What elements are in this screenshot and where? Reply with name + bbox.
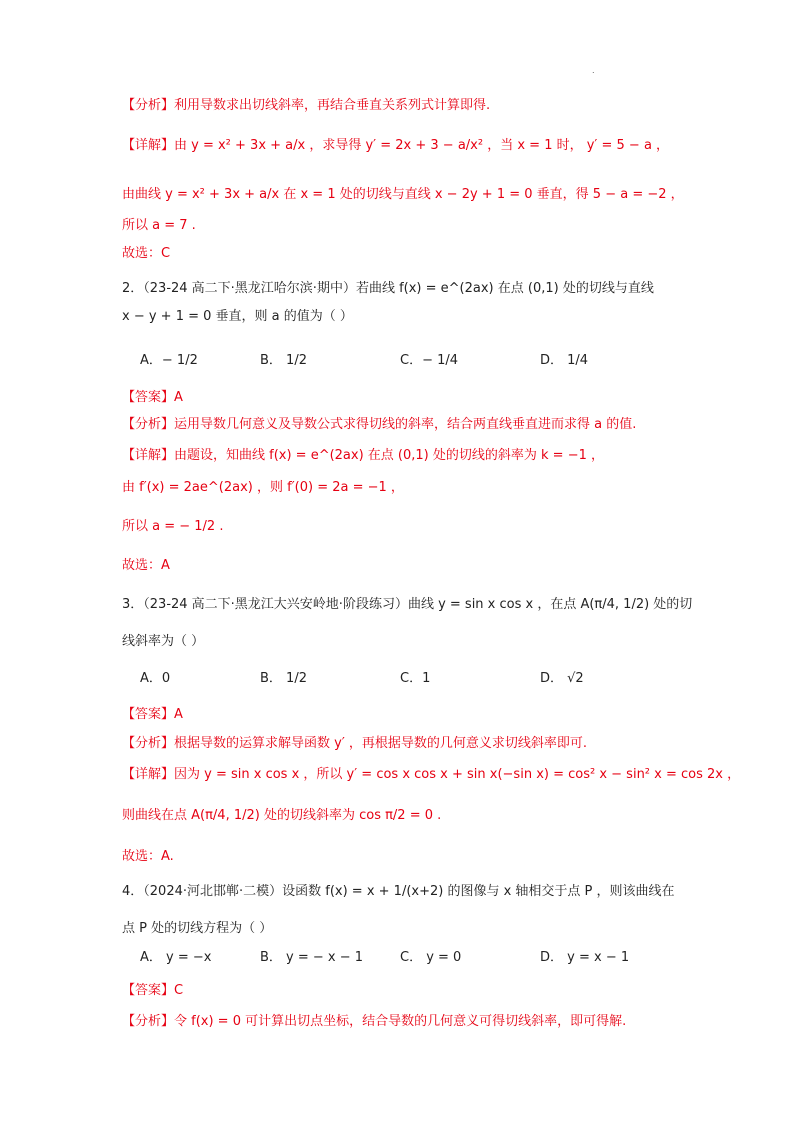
q2-analysis: 【分析】运用导数几何意义及导数公式求得切线的斜率，结合两直线垂直进而求得 a 的值. <box>122 417 637 432</box>
q3-stem-line1: 3．（23-24 高二下·黑龙江大兴安岭地·阶段练习）曲线 y = sin x cos x ，在点 A(π/4, 1/2) 处的切 <box>122 597 693 612</box>
q2-detail-line1: 【详解】由题设，知曲线 f(x) = e^(2ax) 在点 (0,1) 处的切线的斜率为 k = −1 ， <box>122 448 604 463</box>
q4-option-b: B． y = − x − 1 <box>260 950 364 965</box>
q1-answer-select: 故选：C <box>122 246 171 261</box>
q1-detail-line1: 【详解】由 y = x² + 3x + a/x ，求导得 y′ = 2x + 3 − a/x² ，当 x = 1 时， y′ = 5 − a ， <box>122 138 670 153</box>
q2-detail-line2: 由 f′(x) = 2ae^(2ax) ，则 f′(0) = 2a = −1 ， <box>122 480 404 495</box>
q3-stem-line2: 线斜率为（ ） <box>122 634 205 649</box>
q2-detail-line3: 所以 a = − 1/2 . <box>122 519 224 534</box>
q2-stem-line1: 2．（23-24 高二下·黑龙江哈尔滨·期中）若曲线 f(x) = e^(2ax) 在点 (0,1) 处的切线与直线 <box>122 281 654 296</box>
q3-option-d: D． √2 <box>540 671 584 686</box>
q4-stem-line1: 4．（2024·河北邯郸·二模）设函数 f(x) = x + 1/(x+2) 的图像与 x 轴相交于点 P ，则该曲线在 <box>122 884 675 899</box>
q3-option-b: B． 1/2 <box>260 671 307 686</box>
q3-option-a: A．0 <box>140 671 171 686</box>
q3-answer-select: 故选：A. <box>122 849 174 864</box>
q3-answer: 【答案】A <box>122 707 183 722</box>
q1-detail-line3: 所以 a = 7 . <box>122 218 196 233</box>
q2-stem-line2: x − y + 1 = 0 垂直，则 a 的值为（ ） <box>122 309 353 324</box>
q2-option-a: A．− 1/2 <box>140 353 198 368</box>
q4-option-d: D． y = x − 1 <box>540 950 630 965</box>
q3-detail-line2: 则曲线在点 A(π/4, 1/2) 处的切线斜率为 cos π/2 = 0 . <box>122 808 442 823</box>
q3-analysis: 【分析】根据导数的运算求解导函数 y′ ，再根据导数的几何意义求切线斜率即可. <box>122 736 588 751</box>
q2-option-d: D． 1/4 <box>540 353 589 368</box>
q4-option-c: C． y = 0 <box>400 950 462 965</box>
corner-mark: . <box>592 66 595 75</box>
q4-answer: 【答案】C <box>122 983 184 998</box>
q1-detail-line2: 由曲线 y = x² + 3x + a/x 在 x = 1 处的切线与直线 x − 2y + 1 = 0 垂直，得 5 − a = −2 ， <box>122 187 684 202</box>
q4-option-a: A． y = −x <box>140 950 212 965</box>
q3-detail-line1: 【详解】因为 y = sin x cos x ，所以 y′ = cos x cos x + sin x(−sin x) = cos² x − sin² x = cos 2x ， <box>122 767 741 782</box>
q3-option-c: C．1 <box>400 671 431 686</box>
q2-option-c: C．− 1/4 <box>400 353 459 368</box>
q4-analysis: 【分析】令 f(x) = 0 可计算出切点坐标，结合导数的几何意义可得切线斜率，即可得解. <box>122 1014 627 1029</box>
q4-stem-line2: 点 P 处的切线方程为（ ） <box>122 921 273 936</box>
q2-option-b: B． 1/2 <box>260 353 307 368</box>
q2-answer: 【答案】A <box>122 390 183 405</box>
q2-answer-select: 故选：A <box>122 558 170 573</box>
q1-analysis: 【分析】利用导数求出切线斜率，再结合垂直关系列式计算即得. <box>122 98 491 113</box>
